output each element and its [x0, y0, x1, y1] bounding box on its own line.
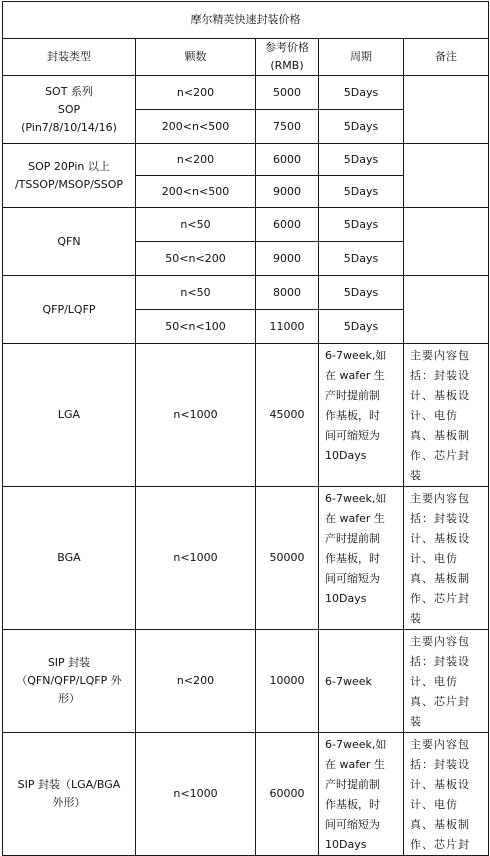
- period-cell: 5Days: [319, 176, 404, 208]
- period-cell: 5Days: [319, 242, 404, 276]
- notes-cell: [404, 76, 489, 144]
- header-reference-price: 参考价格 (RMB): [256, 39, 319, 76]
- package-type-cell: LGA: [3, 344, 136, 487]
- period-cell: 6-7week,如 在 wafer 生 产时提前制 作基板，时 间可缩短为 10Days: [319, 487, 404, 630]
- notes-cell: [404, 144, 489, 208]
- price-cell: 11000: [256, 310, 319, 344]
- price-table-container: [2, 1, 488, 856]
- table-row: [3, 344, 489, 487]
- period-cell: 5Days: [319, 208, 404, 242]
- price-cell: 45000: [256, 344, 319, 487]
- table-row: [3, 487, 489, 630]
- package-type-cell: BGA: [3, 487, 136, 630]
- package-type-cell: SOP 20Pin 以上 /TSSOP/MSOP/SSOP: [3, 144, 136, 208]
- table-row: [3, 76, 489, 110]
- header-quantity: 颗数: [136, 39, 256, 76]
- package-type-cell: QFP/LQFP: [3, 276, 136, 344]
- packaging-price-table: [2, 1, 489, 856]
- quantity-cell: n<1000: [136, 733, 256, 856]
- price-cell: 5000: [256, 76, 319, 110]
- table-row: [3, 733, 489, 856]
- quantity-cell: n<1000: [136, 344, 256, 487]
- quantity-cell: n<200: [136, 76, 256, 110]
- period-cell: 5Days: [319, 144, 404, 176]
- package-type-cell: QFN: [3, 208, 136, 276]
- notes-cell: [404, 276, 489, 344]
- quantity-cell: 50<n<100: [136, 310, 256, 344]
- quantity-cell: n<200: [136, 144, 256, 176]
- quantity-cell: n<200: [136, 630, 256, 733]
- price-cell: 7500: [256, 110, 319, 144]
- title-row: [3, 2, 489, 39]
- price-cell: 10000: [256, 630, 319, 733]
- table-row: [3, 144, 489, 176]
- quantity-cell: 50<n<200: [136, 242, 256, 276]
- table-row: [3, 208, 489, 242]
- quantity-cell: 200<n<500: [136, 176, 256, 208]
- header-row: [3, 39, 489, 76]
- notes-cell: 主要内容包 括：封装设 计、基板设 计、电仿 真、基板制 作、芯片封 装: [404, 344, 489, 487]
- quantity-cell: n<1000: [136, 487, 256, 630]
- period-cell: 5Days: [319, 276, 404, 310]
- period-cell: 5Days: [319, 110, 404, 144]
- period-cell: 6-7week,如 在 wafer 生 产时提前制 作基板，时 间可缩短为 10Days: [319, 733, 404, 856]
- quantity-cell: 200<n<500: [136, 110, 256, 144]
- price-cell: 8000: [256, 276, 319, 310]
- period-cell: 5Days: [319, 76, 404, 110]
- notes-cell: 主要内容包 括：封装设 计、电仿 真、芯片封 装: [404, 630, 489, 733]
- notes-cell: [404, 208, 489, 276]
- period-cell: 6-7week: [319, 630, 404, 733]
- package-type-cell: SIP 封装 （QFN/QFP/LQFP 外 形）: [3, 630, 136, 733]
- notes-cell: 主要内容包 括：封装设 计、基板设 计、电仿 真、基板制 作、芯片封: [404, 733, 489, 856]
- header-period: 周期: [319, 39, 404, 76]
- notes-cell: 主要内容包 括：封装设 计、基板设 计、电仿 真、基板制 作、芯片封 装: [404, 487, 489, 630]
- price-cell: 9000: [256, 242, 319, 276]
- price-cell: 50000: [256, 487, 319, 630]
- quantity-cell: n<50: [136, 208, 256, 242]
- table-row: [3, 276, 489, 310]
- price-cell: 6000: [256, 144, 319, 176]
- package-type-cell: SOT 系列 SOP (Pin7/8/10/14/16): [3, 76, 136, 144]
- price-cell: 6000: [256, 208, 319, 242]
- price-cell: 60000: [256, 733, 319, 856]
- table-title: 摩尔精英快速封装价格: [3, 2, 489, 39]
- header-notes: 备注: [404, 39, 489, 76]
- period-cell: 5Days: [319, 310, 404, 344]
- table-row: [3, 630, 489, 733]
- package-type-cell: SIP 封装（LGA/BGA 外形）: [3, 733, 136, 856]
- period-cell: 6-7week,如 在 wafer 生 产时提前制 作基板，时 间可缩短为 10Days: [319, 344, 404, 487]
- price-cell: 9000: [256, 176, 319, 208]
- quantity-cell: n<50: [136, 276, 256, 310]
- header-package-type: 封装类型: [3, 39, 136, 76]
